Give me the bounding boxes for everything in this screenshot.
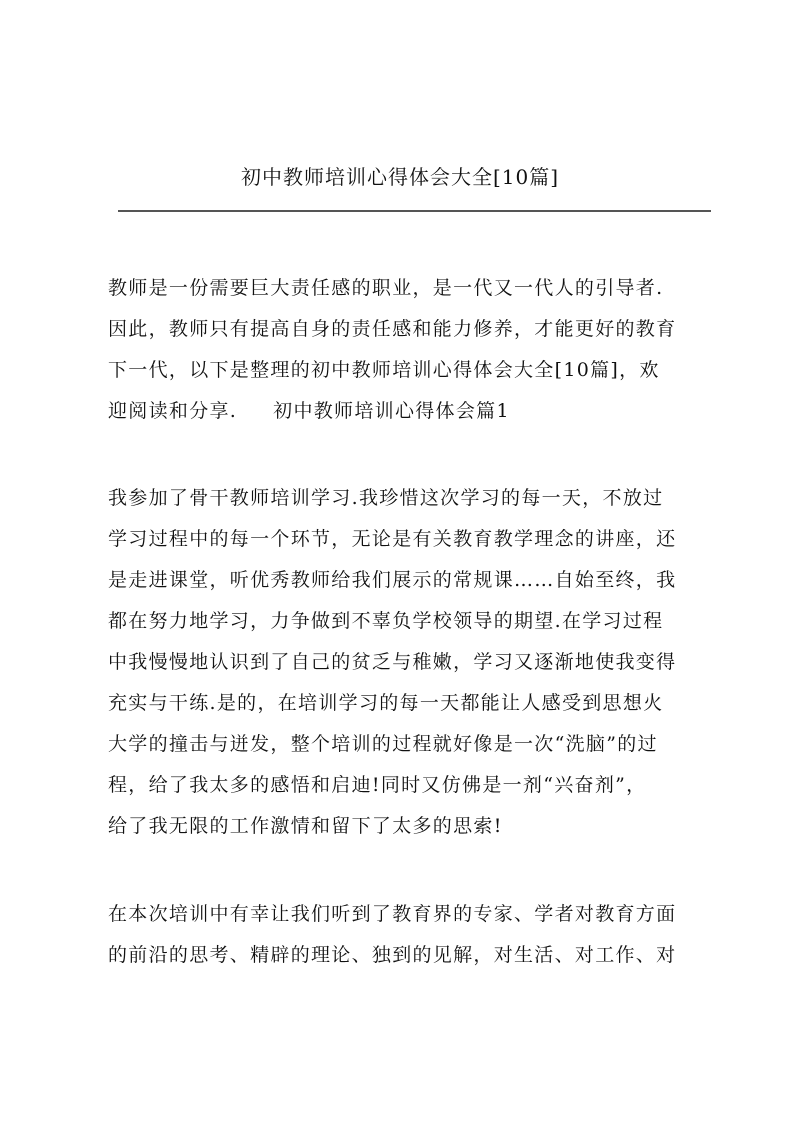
paragraph-line: 中我慢慢地认识到了自己的贫乏与稚嫩，学习又逐渐地使我变得 [108,651,677,673]
paragraph-line: 给了我无限的工作激情和留下了太多的思索! [108,815,503,837]
paragraph-line: 因此，教师只有提高自身的责任感和能力修养，才能更好的教育 [108,318,677,340]
paragraph-line: 是走进课堂，听优秀教师给我们展示的常规课……自始至终，我 [108,569,677,591]
paragraph-line: 程，给了我太多的感悟和启迪!同时又仿佛是一剂“兴奋剂”， [108,774,647,796]
intro-paragraph [108,268,713,432]
paragraph-line: 教师是一份需要巨大责任感的职业，是一代又一代人的引导者. [108,277,664,299]
paragraph-line: 大学的撞击与迸发，整个培训的过程就好像是一次“洗脑”的过 [108,733,658,755]
document-title: 初中教师培训心得体会大全[10篇] [240,165,560,189]
paragraph-line: 迎阅读和分享. [108,400,238,422]
paragraph-line: 都在努力地学习，力争做到不辜负学校领导的期望.在学习过程 [108,610,664,632]
paragraph-line-with-heading [108,391,713,432]
body-paragraph-1 [108,478,713,847]
paragraph-line: 的前沿的思考、精辟的理论、独到的见解，对生活、对工作、对 [108,944,677,966]
paragraph-line: 充实与干练.是的，在培训学习的每一天都能让人感受到思想火 [108,692,664,714]
body-paragraph-2 [108,894,713,976]
paragraph-line: 我参加了骨干教师培训学习.我珍惜这次学习的每一天，不放过 [108,487,664,509]
title-divider [118,210,711,212]
paragraph-line: 在本次培训中有幸让我们听到了教育界的专家、学者对教育方面 [108,903,677,925]
paragraph-line: 学习过程中的每一个环节，无论是有关教育教学理念的讲座，还 [108,528,677,550]
section-heading: 初中教师培训心得体会篇1 [273,400,510,422]
paragraph-line: 下一代，以下是整理的初中教师培训心得体会大全[10篇]，欢 [108,359,660,381]
